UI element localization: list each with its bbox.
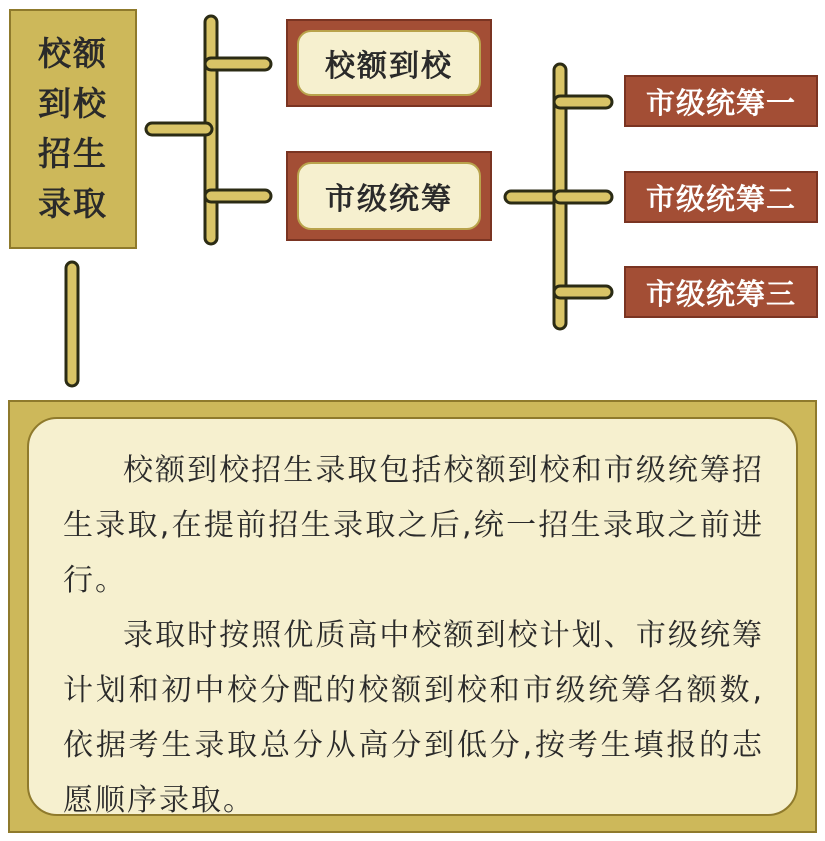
root-line-2: 到校 [38,84,108,123]
description-card [27,417,798,816]
root-node [9,9,137,249]
description-paragraph-1: 校额到校招生录取包括校额到校和市级统筹招生录取,在提前招生录取之后,统一招生录取之前进行。 [63,453,764,598]
city-coordination-node [286,151,492,241]
connector-to-leaf-3 [554,286,612,298]
connector-to-city-box [205,190,271,202]
connector-root-down [66,262,78,386]
sub-branch-2: 市级统筹二 [624,171,818,223]
quota-to-school-label: 校额到校 [297,30,481,96]
root-line-4: 录取 [38,184,108,223]
description-paragraph-2: 录取时按照优质高中校额到校计划、市级统筹计划和初中校分配的校额到校和市级统筹名额数,依据考生录取总分从高分到低分,按考生填报的志愿顺序录取。 [63,618,764,818]
description-panel [8,400,817,833]
city-coordination-label: 市级统筹 [297,162,481,230]
connector-root-horizontal [146,123,212,135]
sub-branch-3: 市级统筹三 [624,266,818,318]
root-line-3: 招生 [38,134,108,173]
connector-to-leaf-2 [554,191,612,203]
connector-to-leaf-1 [554,96,612,108]
connector-to-quota-box [205,58,271,70]
sub-branch-1: 市级统筹一 [624,75,818,127]
quota-to-school-node [286,19,492,107]
root-line-1: 校额 [38,34,108,73]
